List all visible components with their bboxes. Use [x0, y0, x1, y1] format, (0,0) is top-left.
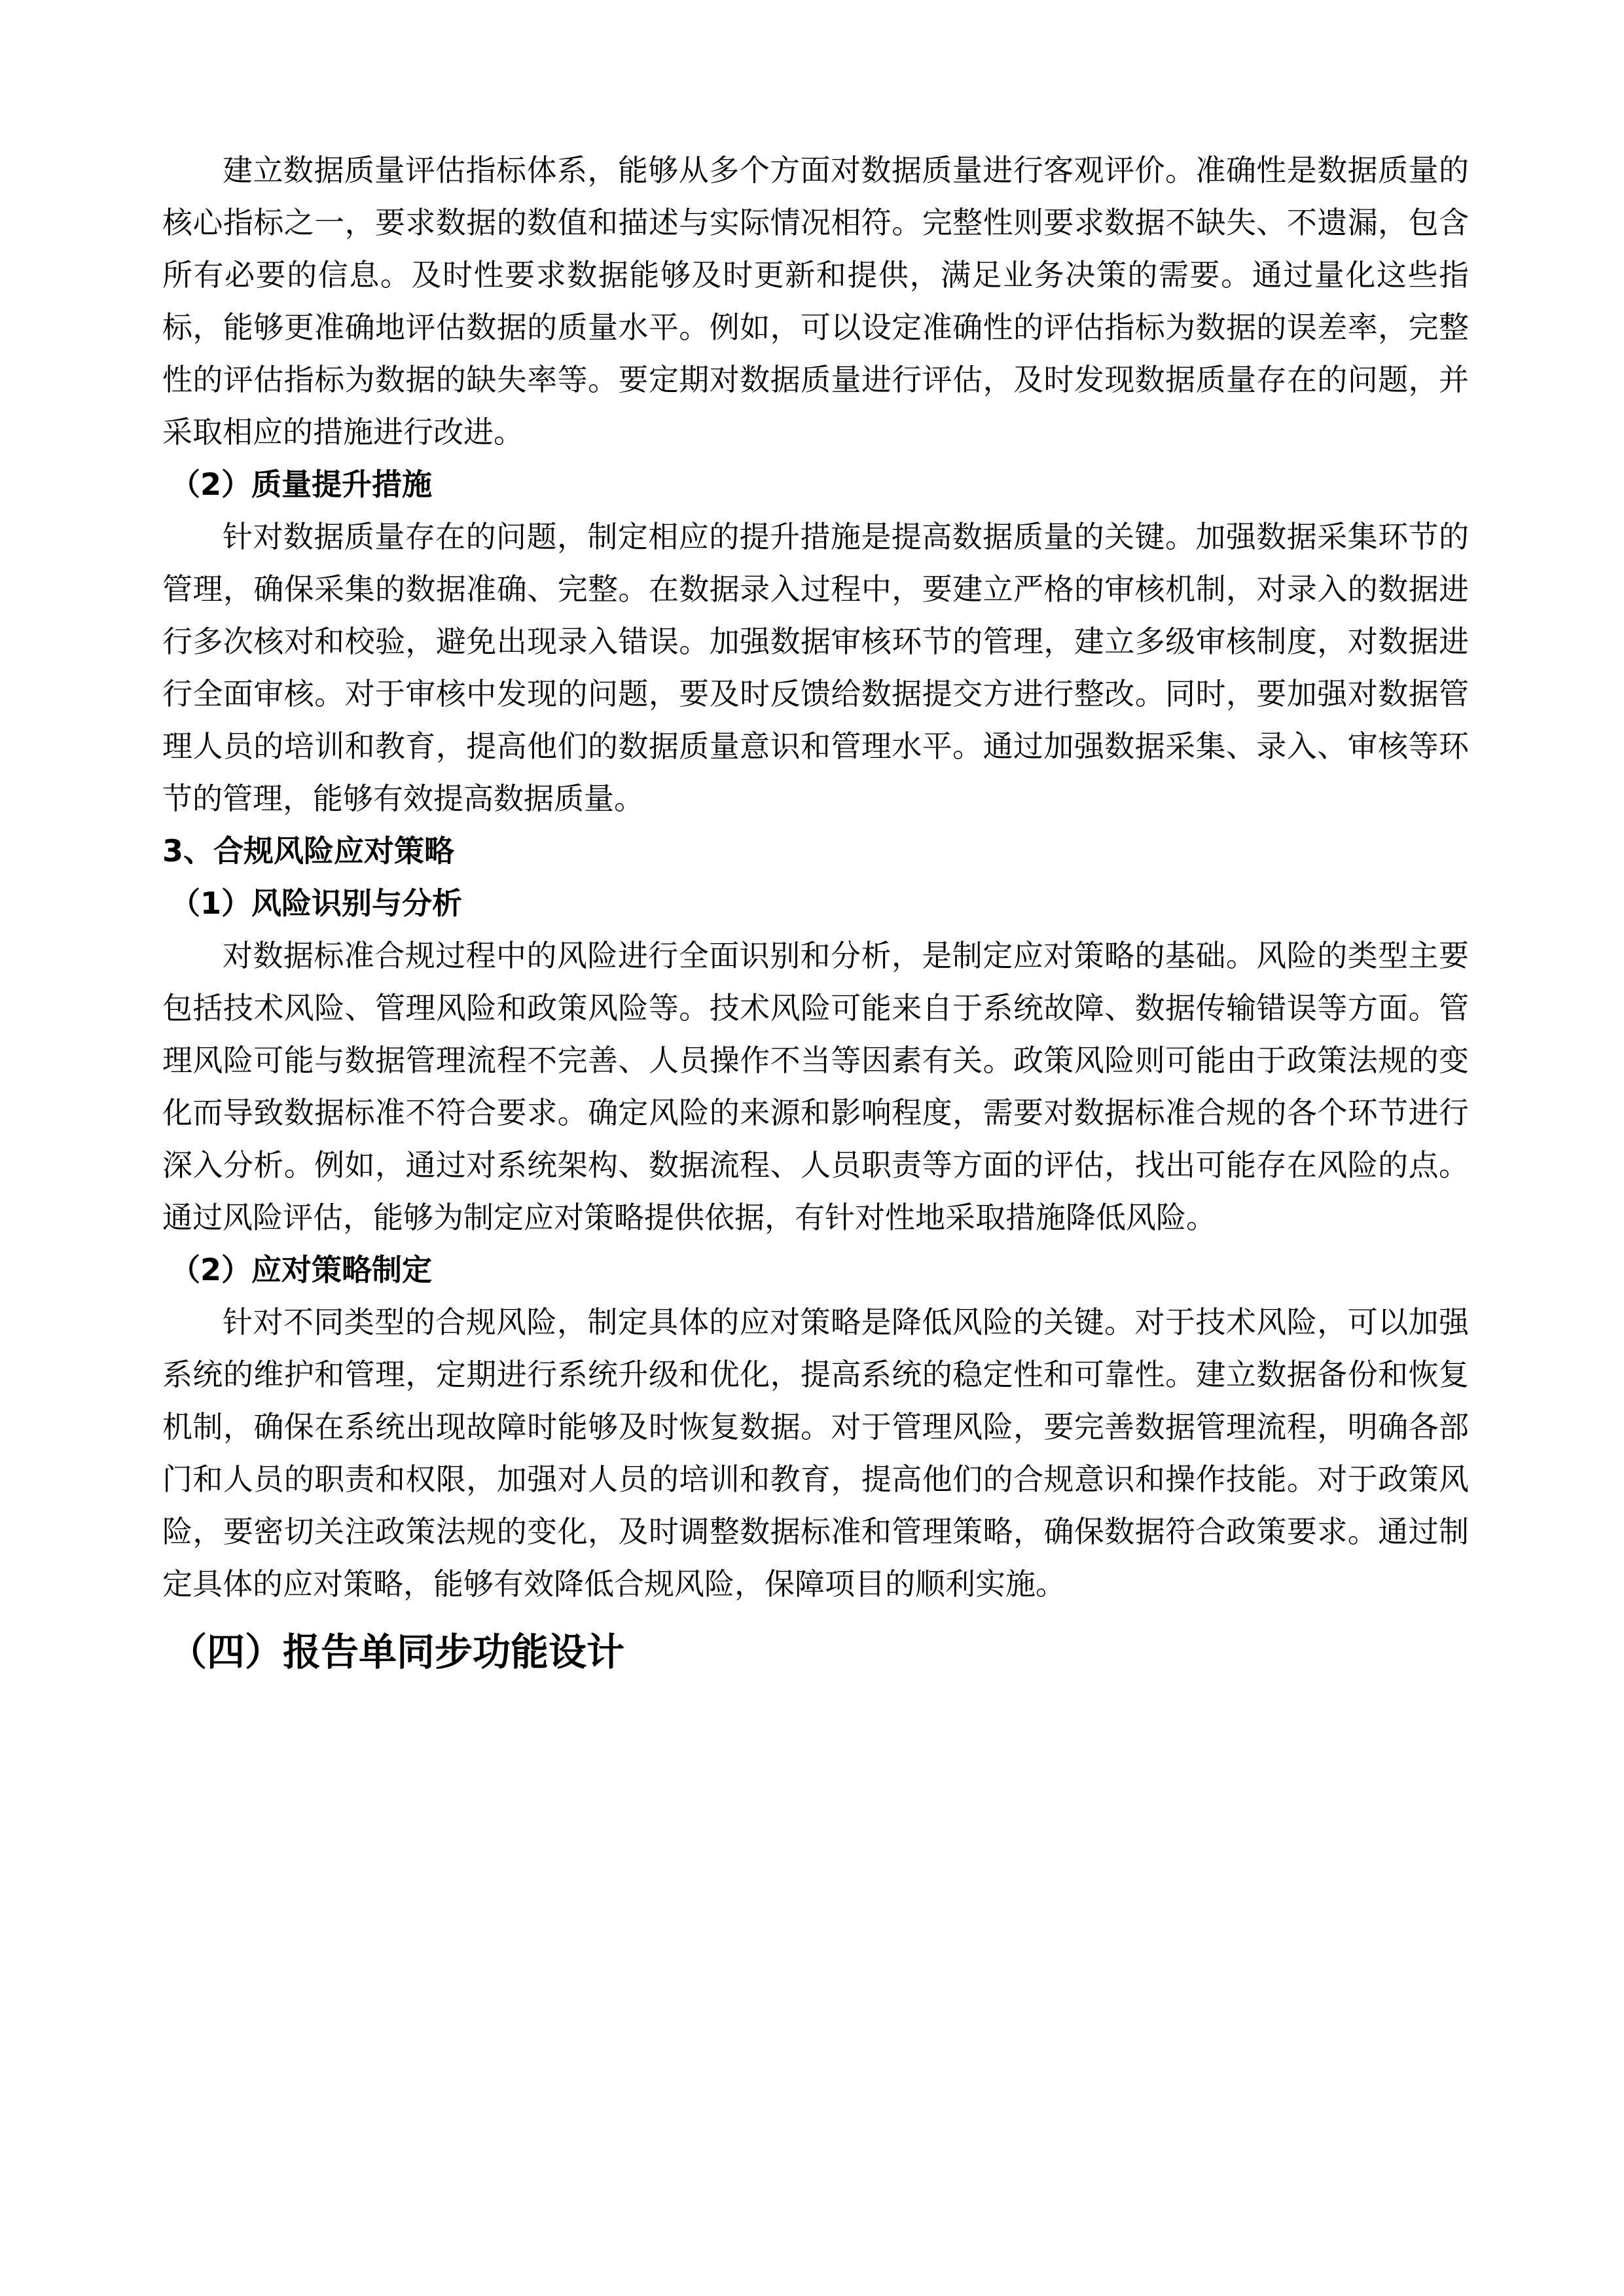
document-body [162, 144, 1469, 1685]
heading-compliance-risk: 3、合规风险应对策略 [162, 833, 455, 869]
heading-risk-identification: （1）风险识别与分析 [170, 886, 463, 921]
section-title-report-sync: （四）报告单同步功能设计 [169, 1630, 625, 1674]
heading-strategy-formulation: （2）应对策略制定 [170, 1252, 433, 1287]
heading-quality-improvement: （2）质量提升措施 [170, 467, 433, 502]
paragraph-quality-improvement: 针对数据质量存在的问题，制定相应的提升措施是提高数据质量的关键。加强数据采集环节的管理，确保采集的数据准确、完整。在数据录入过程中，要建立严格的审核机制，对录入的数据进行多次核对和校验，避免出现录入错误。加强数据审核环节的管理，建立多级审核制度，对数据进行全面审核。对于审核中发现的问题，要及时反馈给数据提交方进行整改。同时，要加强对数据管理人员的培训和教育，提高他们的数据质量意识和管理水平。通过加强数据采集、录入、审核等环节的管理，能够有效提高数据质量。 [162, 519, 1469, 816]
paragraph-strategy-formulation: 针对不同类型的合规风险，制定具体的应对策略是降低风险的关键。对于技术风险，可以加强系统的维护和管理，定期进行系统升级和优化，提高系统的稳定性和可靠性。建立数据备份和恢复机制，确保在系统出现故障时能够及时恢复数据。对于管理风险，要完善数据管理流程，明确各部门和人员的职责和权限，加强对人员的培训和教育，提高他们的合规意识和操作技能。对于政策风险，要密切关注政策法规的变化，及时调整数据标准和管理策略，确保数据符合政策要求。通过制定具体的应对策略，能够有效降低合规风险，保障项目的顺利实施。 [162, 1304, 1469, 1602]
paragraph-quality-metrics: 建立数据质量评估指标体系，能够从多个方面对数据质量进行客观评价。准确性是数据质量的核心指标之一，要求数据的数值和描述与实际情况相符。完整性则要求数据不缺失、不遗漏，包含所有必要的信息。及时性要求数据能够及时更新和提供，满足业务决策的需要。通过量化这些指标，能够更准确地评估数据的质量水平。例如，可以设定准确性的评估指标为数据的误差率，完整性的评估指标为数据的缺失率等。要定期对数据质量进行评估，及时发现数据质量存在的问题，并采取相应的措施进行改进。 [162, 152, 1469, 450]
paragraph-risk-identification: 对数据标准合规过程中的风险进行全面识别和分析，是制定应对策略的基础。风险的类型主要包括技术风险、管理风险和政策风险等。技术风险可能来自于系统故障、数据传输错误等方面。管理风险可能与数据管理流程不完善、人员操作不当等因素有关。政策风险则可能由于政策法规的变化而导致数据标准不符合要求。确定风险的来源和影响程度，需要对数据标准合规的各个环节进行深入分析。例如，通过对系统架构、数据流程、人员职责等方面的评估，找出可能存在风险的点。通过风险评估，能够为制定应对策略提供依据，有针对性地采取措施降低风险。 [162, 938, 1469, 1235]
